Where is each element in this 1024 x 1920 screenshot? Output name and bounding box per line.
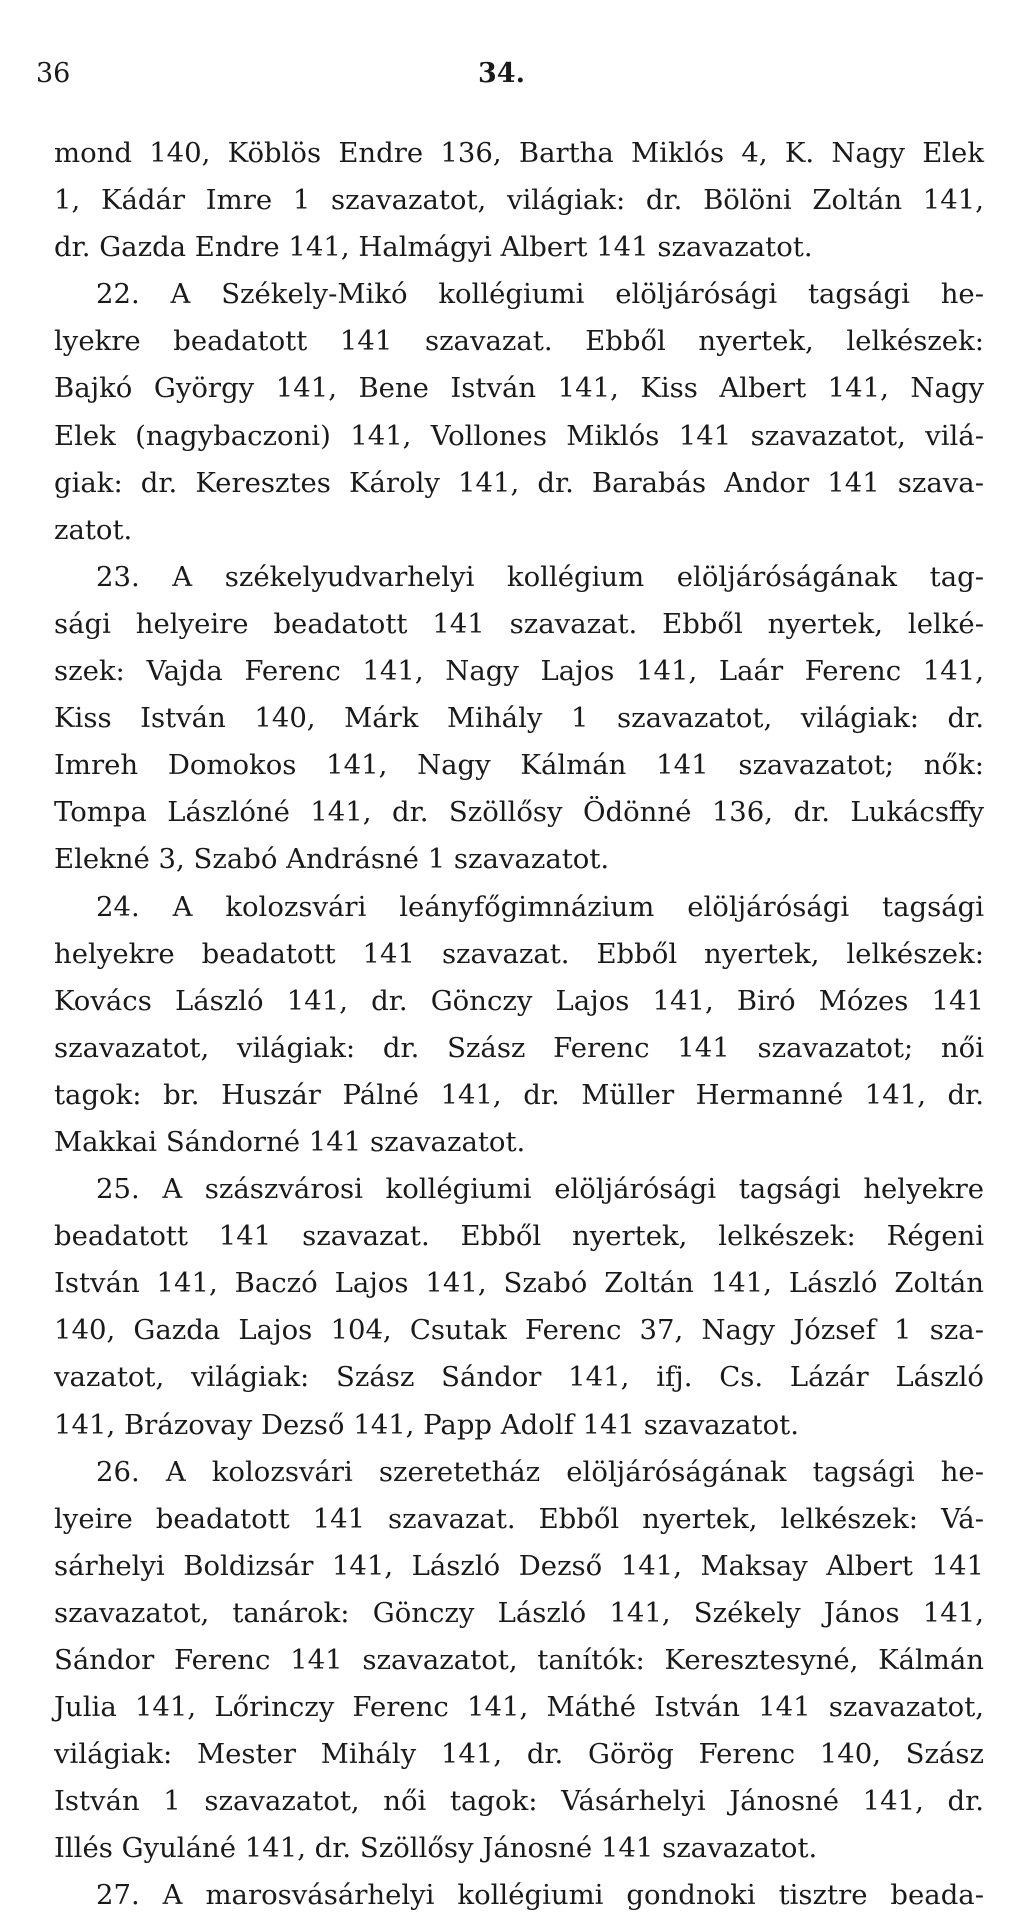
text-line: mond 140, Köblös Endre 136, Bartha Miklós 4, K. Nagy Elek — [54, 137, 984, 169]
text-line: 1, Kádár Imre 1 szavazatot, világiak: dr. Bölöni Zoltán 141, — [54, 184, 984, 217]
text-line: Bajkó György 141, Bene István 141, Kiss Albert 141, Nagy — [54, 372, 984, 405]
text-line: 23. A székelyudvarhelyi kollégium elöljáróságának tag- — [96, 560, 984, 593]
text-line: István 1 szavazatot, női tagok: Vásárhelyi Jánosné 141, dr. — [54, 1785, 984, 1818]
text-line: sági helyeire beadatott 141 szavazat. Ebből nyertek, lelké- — [54, 607, 984, 640]
text-line: Julia 141, Lőrinczy Ferenc 141, Máthé István 141 szavazatot, — [54, 1691, 984, 1724]
text-line: beadatott 141 szavazat. Ebből nyertek, lelkészek: Régeni — [54, 1220, 984, 1253]
text-line: 140, Gazda Lajos 104, Csutak Ferenc 37, Nagy József 1 sza- — [54, 1314, 984, 1347]
text-line: dr. Gazda Endre 141, Halmágyi Albert 141 szavazatot. — [54, 231, 813, 264]
text-line: Elek (nagybaczoni) 141, Vollones Miklós 141 szavazatot, vilá- — [54, 419, 984, 452]
page-number-left: 36 — [36, 58, 71, 89]
text-line: világiak: Mester Mihály 141, dr. Görög Ferenc 140, Szász — [54, 1738, 984, 1771]
text-line: Kovács László 141, dr. Gönczy Lajos 141, Biró Mózes 141 — [54, 984, 984, 1017]
text-line: lyekre beadatott 141 szavazat. Ebből nyertek, lelkészek: — [54, 325, 984, 358]
body-text — [54, 130, 984, 1920]
text-line: helyekre beadatott 141 szavazat. Ebből nyertek, lelkészek: — [54, 937, 984, 970]
text-line: Tompa Lászlóné 141, dr. Szöllősy Ödönné 136, dr. Lukácsffy — [54, 796, 984, 829]
text-line: szavazatot, világiak: dr. Szász Ferenc 141 szavazatot; női — [54, 1031, 984, 1064]
page-header — [0, 58, 1024, 98]
text-line: Makkai Sándorné 141 szavazatot. — [54, 1125, 526, 1158]
text-line: 25. A szászvárosi kollégiumi elöljárósági tagsági helyekre — [96, 1173, 984, 1206]
text-line: giak: dr. Keresztes Károly 141, dr. Barabás Andor 141 szava- — [54, 466, 984, 499]
text-line: Kiss István 140, Márk Mihály 1 szavazatot, világiak: dr. — [54, 702, 984, 735]
text-line: lyeire beadatott 141 szavazat. Ebből nyertek, lelkészek: Vá- — [54, 1502, 984, 1535]
text-line: 27. A marosvásárhelyi kollégiumi gondnoki tisztre beada- — [96, 1879, 984, 1912]
text-line: Elekné 3, Szabó Andrásné 1 szavazatot. — [54, 843, 610, 876]
text-line: 22. A Székely-Mikó kollégiumi elöljárósági tagsági he- — [96, 278, 984, 311]
text-line: Imreh Domokos 141, Nagy Kálmán 141 szavazatot; nők: — [54, 749, 984, 782]
text-line: Illés Gyuláné 141, dr. Szöllősy Jánosné 141 szavazatot. — [54, 1832, 818, 1865]
text-line: vazatot, világiak: Szász Sándor 141, ifj. Cs. Lázár László — [54, 1361, 984, 1394]
text-line: Sándor Ferenc 141 szavazatot, tanítók: Keresztesyné, Kálmán — [54, 1644, 984, 1676]
text-line: szek: Vajda Ferenc 141, Nagy Lajos 141, Laár Ferenc 141, — [54, 655, 984, 688]
text-line: tagok: br. Huszár Pálné 141, dr. Müller Hermanné 141, dr. — [54, 1078, 984, 1111]
text-line: sárhelyi Boldizsár 141, László Dezső 141, Maksay Albert 141 — [54, 1549, 984, 1582]
text-line: 141, Brázovay Dezső 141, Papp Adolf 141 szavazatot. — [54, 1408, 799, 1441]
text-line: 24. A kolozsvári leányfőgimnázium elöljárósági tagsági — [96, 890, 984, 923]
text-line: István 141, Baczó Lajos 141, Szabó Zoltán 141, László Zoltán — [54, 1267, 984, 1300]
text-line: zatot. — [54, 513, 133, 546]
text-line: szavazatot, tanárok: Gönczy László 141, Székely János 141, — [54, 1596, 984, 1629]
text-line: 26. A kolozsvári szeretetház elöljáróságának tagsági he- — [96, 1455, 984, 1488]
page-number-center: 34. — [478, 58, 525, 89]
